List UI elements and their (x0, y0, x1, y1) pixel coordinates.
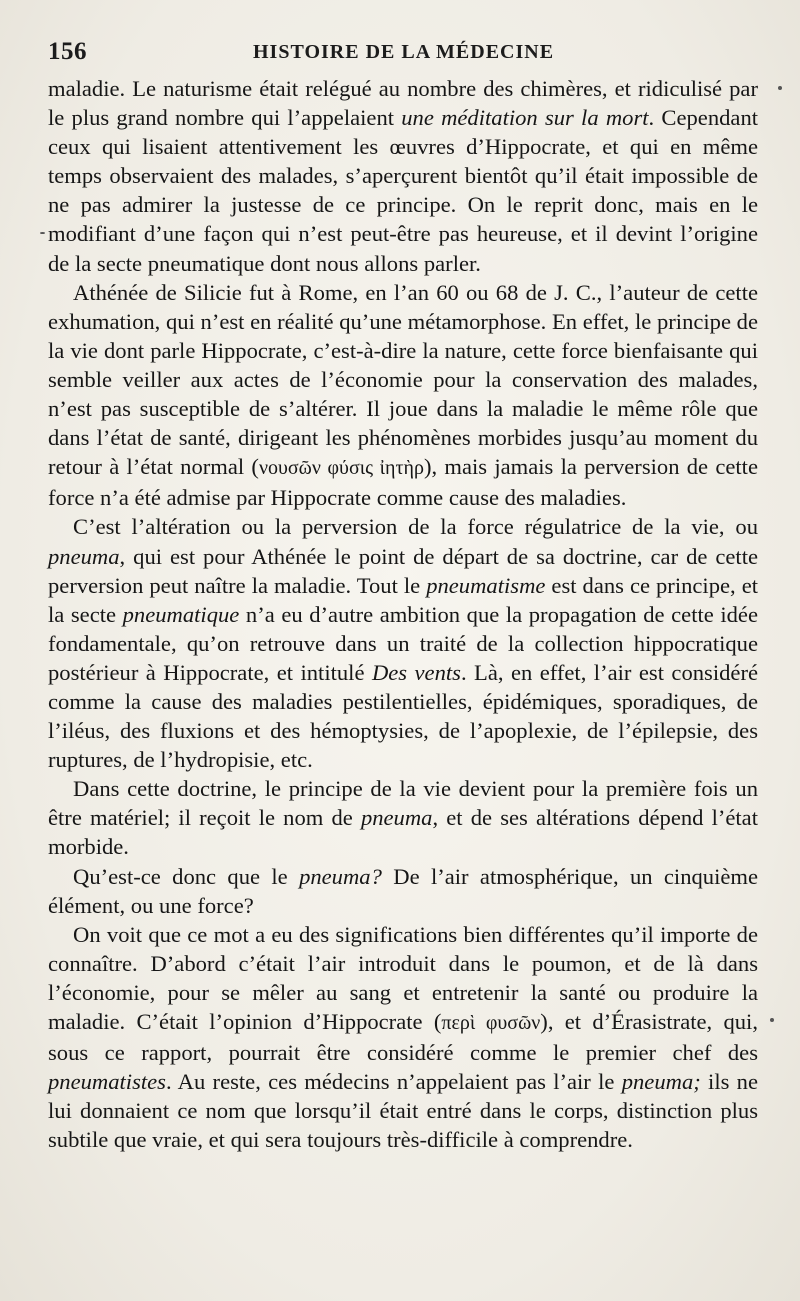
greek-phrase: περὶ φυσῶν (441, 1012, 541, 1034)
italic-phrase: pneuma (48, 543, 120, 569)
text-run: ils ne lui donnaient ce nom que lorsqu’il était entré dans le corps, distinction plus subtile que vraie, et qui sera toujours très-difficile à comprendre. (48, 1069, 758, 1153)
page-header (48, 38, 758, 66)
paragraph (48, 774, 758, 861)
print-speck (40, 232, 45, 234)
body-text (48, 74, 758, 1154)
text-run: Qu’est-ce donc que le (73, 863, 300, 889)
text-run: C’est l’altération ou la perversion de la force régulatrice de la vie, ou (73, 514, 758, 540)
text-run: est dans ce principe, et la secte (48, 572, 758, 627)
paragraph (48, 920, 758, 1155)
text-run: . Cependant ceux qui lisaient attentivement les œuvres d’Hippocrate, et qui en même temps observaient des malades, s’aperçurent bientôt qu’il était impossible de ne pas admirer la justesse de ce principe. On le reprit donc, mais en le modifiant d’une façon qui n’est peut-être pas heureuse, et il devint l’origine de la secte pneumatique dont nous allons parler. (48, 105, 759, 276)
page-number: 156 (48, 38, 87, 65)
print-speck (770, 1018, 774, 1022)
print-speck (778, 86, 782, 90)
text-run: , et de ses altérations dépend l’état morbide. (48, 805, 758, 860)
paragraph (48, 74, 758, 278)
italic-phrase: pneumatistes (48, 1069, 166, 1095)
italic-phrase: une méditation sur la mort (401, 105, 649, 131)
text-run: On voit que ce mot a eu des significations bien différentes qu’il importe de connaître. D’abord c’était l’air introduit dans le poumon, et de là dans l’économie, pour se mêler au sang et entretenir la santé ou produire la maladie. C’était l’opinion d’Hippocrate ( (48, 921, 758, 1034)
italic-phrase: pneuma (360, 805, 433, 831)
italic-phrase: pneumatisme (426, 572, 546, 598)
text-run: ), et d’Érasistrate, qui, sous ce rapport, pourrait être considéré comme le premier chef des (48, 1009, 758, 1066)
paragraph (48, 278, 758, 513)
italic-phrase: pneumatique (122, 601, 240, 627)
paragraph (48, 512, 758, 774)
paragraph (48, 862, 758, 920)
text-run: Athénée de Silicie fut à Rome, en l’an 60 ou 68 de J. C., l’auteur de cette exhumation, qui n’est en réalité qu’une métamorphose. En effet, le principe de la vie dont parle Hippocrate, c’est-à-dire la nature, cette force bienfaisante qui semble veiller aux actes de l’économie pour la conservation des malades, n’est pas susceptible de s’altérer. Il joue dans la maladie le même rôle que dans l’état de santé, dirigeant les phénomènes morbides jusqu’au moment du retour à l’état normal ( (48, 279, 758, 480)
text-run: n’a eu d’autre ambition que la propagation de cette idée fondamentale, qu’on retrouve dans un traité de la collection hippocratique postérieur à Hippocrate, et intitulé (48, 601, 758, 685)
text-run: maladie. Le naturisme était relégué au nombre des chimères, et ridiculisé par le plus grand nombre qui l’appelaient (48, 76, 758, 131)
italic-phrase: pneuma? (299, 863, 382, 889)
italic-phrase: Des vents (371, 659, 461, 685)
text-run: . Là, en effet, l’air est considéré comme la cause des maladies pestilentielles, épidémiques, sporadiques, de l’iléus, des fluxions et des hémoptysies, de l’apoplexie, de l’épilepsie, des ruptures, de l’hydropisie, etc. (48, 659, 758, 773)
italic-phrase: pneuma; (621, 1069, 701, 1095)
greek-phrase: νουσῶν φύσις ἰητὴρ (258, 457, 424, 480)
text-run: , qui est pour Athénée le point de départ de sa doctrine, car de cette perversion peut naître la maladie. Tout le (48, 543, 758, 598)
text-run: ), mais jamais la perversion de cette force n’a été admise par Hippocrate comme cause des maladies. (48, 454, 758, 511)
text-run: . Au reste, ces médecins n’appelaient pas l’air le (165, 1069, 622, 1095)
running-title: HISTOIRE DE LA MÉDECINE (253, 41, 555, 63)
text-run: De l’air atmosphérique, un cinquième élément, ou une force? (48, 863, 758, 918)
text-run: Dans cette doctrine, le principe de la vie devient pour la première fois un être matériel; il reçoit le nom de (48, 776, 758, 831)
